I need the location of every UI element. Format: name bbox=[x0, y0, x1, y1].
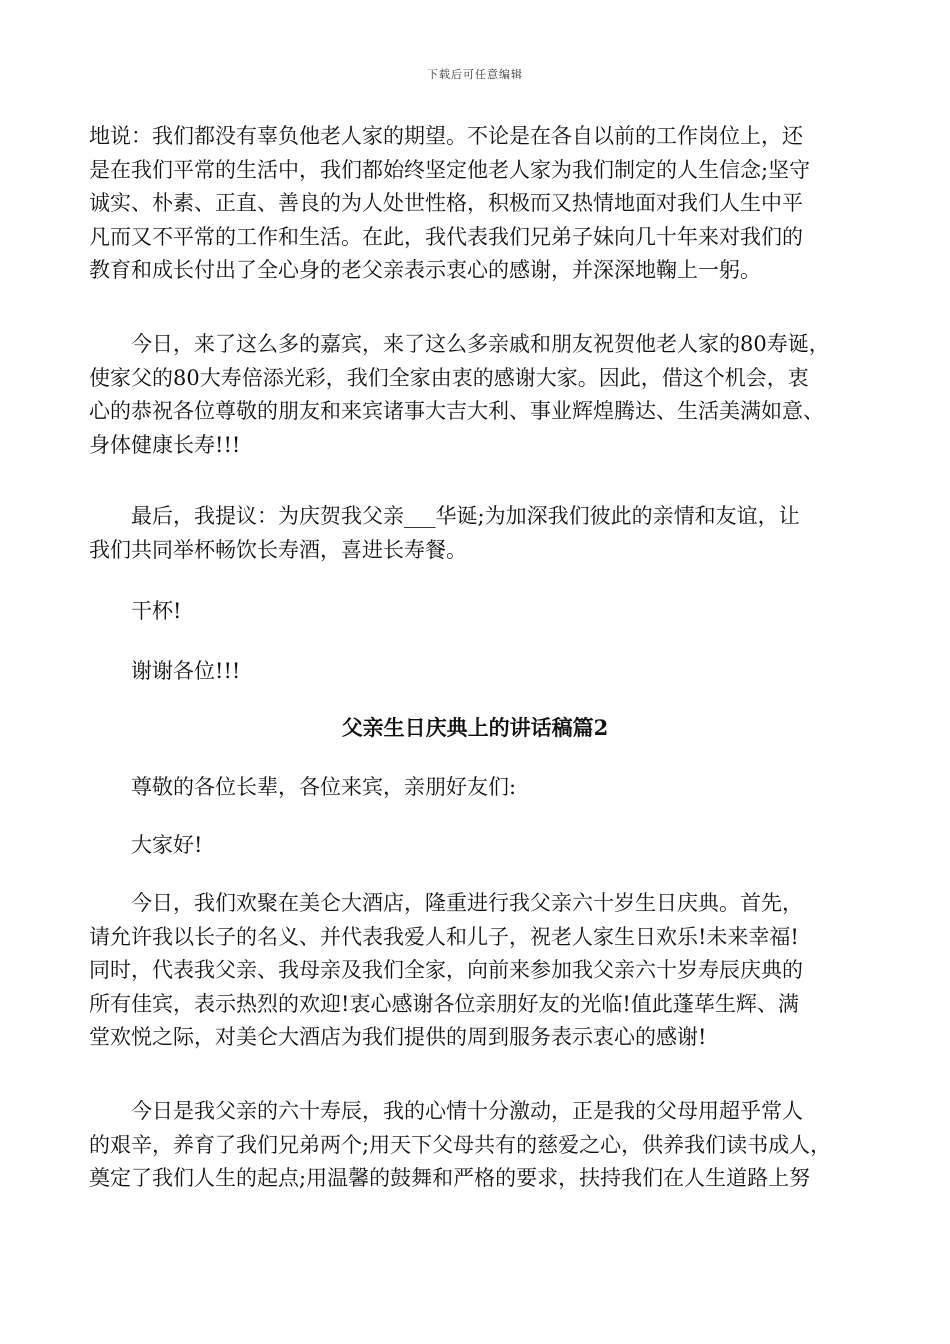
text-line: 是在我们平常的生活中，我们都始终坚定他老人家为我们制定的人生信念;坚守 bbox=[89, 157, 811, 182]
paragraph bbox=[89, 829, 864, 863]
paragraph bbox=[89, 887, 864, 1055]
text-line: 堂欢悦之际，对美仑大酒店为我们提供的周到服务表示衷心的感谢! bbox=[89, 1025, 707, 1049]
text-line: 大家好! bbox=[89, 833, 203, 857]
paragraph bbox=[89, 771, 864, 805]
text-line: 身体健康长寿!!! bbox=[89, 432, 241, 457]
text-line: 今日是我父亲的六十寿辰，我的心情十分激动，正是我的父母用超乎常人 bbox=[89, 1099, 803, 1123]
paragraph bbox=[89, 120, 864, 288]
text-line: 奠定了我们人生的起点;用温馨的鼓舞和严格的要求，扶持我们在人生道路上努 bbox=[89, 1166, 811, 1190]
text-line: 干杯! bbox=[89, 599, 182, 623]
text-line: 我们共同举杯畅饮长寿酒，喜进长寿餐。 bbox=[89, 537, 467, 562]
text-line: 最后，我提议：为庆贺我父亲___华诞;为加深我们彼此的亲情和友谊，让 bbox=[89, 504, 800, 528]
paragraph bbox=[89, 595, 864, 629]
text-line: 的艰辛，养育了我们兄弟两个;用天下父母共有的慈爱之心，供养我们读书成人， bbox=[89, 1132, 832, 1157]
text-line: 地说：我们都没有辜负他老人家的期望。不论是在各自以前的工作岗位上，还 bbox=[89, 124, 803, 148]
text-line: 诚实、朴素、正直、善良的为人处世性格，积极而又热情地面对我们人生中平 bbox=[89, 191, 803, 215]
text-line: 今日，我们欢聚在美仑大酒店，隆重进行我父亲六十岁生日庆典。首先， bbox=[89, 891, 803, 915]
text-line: 今日，来了这么多的嘉宾，来了这么多亲戚和朋友祝贺他老人家的80寿诞， bbox=[89, 332, 830, 356]
text-line: 所有佳宾，表示热烈的欢迎!衷心感谢各位亲朋好友的光临!值此蓬荜生辉、满 bbox=[89, 991, 799, 1016]
text-line: 心的恭祝各位尊敬的朋友和来宾诸事大吉大利、事业辉煌腾达、生活美满如意、 bbox=[89, 399, 824, 423]
section-title: 父亲生日庆典上的讲话稿篇2 bbox=[341, 715, 609, 740]
paragraph bbox=[89, 1095, 864, 1196]
text-line: 尊敬的各位长辈，各位来宾，亲朋好友们: bbox=[89, 775, 517, 799]
text-line: 同时，代表我父亲、我母亲及我们全家，向前来参加我父亲六十岁寿辰庆典的 bbox=[89, 958, 803, 982]
page-header: 下载后可任意编辑 bbox=[427, 68, 523, 81]
text-line: 使家父的80大寿倍添光彩，我们全家由衷的感谢大家。因此，借这个机会，衷 bbox=[89, 365, 809, 390]
paragraph bbox=[89, 500, 864, 567]
text-line: 请允许我以长子的名义、并代表我爱人和儿子，祝老人家生日欢乐!未来幸福! bbox=[89, 924, 799, 949]
text-line: 教育和成长付出了全心身的老父亲表示衷心的感谢，并深深地鞠上一躬。 bbox=[89, 258, 761, 282]
text-line: 凡而又不平常的工作和生活。在此，我代表我们兄弟子妹向几十年来对我们的 bbox=[89, 224, 803, 249]
text-line: 谢谢各位!!! bbox=[89, 659, 241, 683]
paragraph bbox=[89, 328, 864, 462]
paragraph bbox=[89, 655, 864, 689]
